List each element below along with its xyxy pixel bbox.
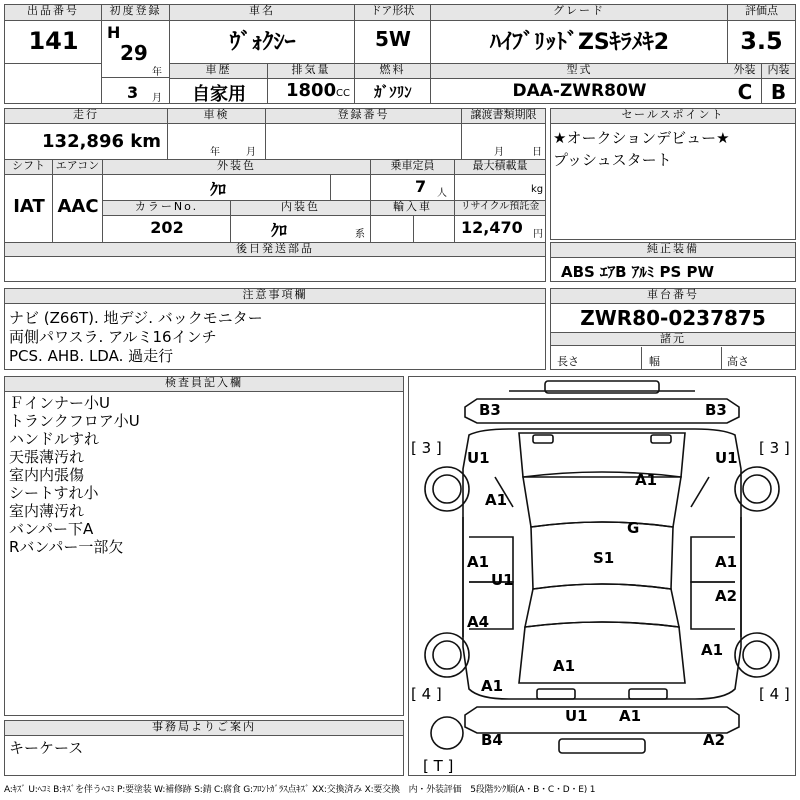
- capacity-label: 乗車定員: [371, 160, 454, 175]
- chassis-label: 車台番号: [551, 289, 795, 304]
- inspector-line-2: トランクフロア小U: [9, 412, 140, 430]
- sales-point-box: [550, 108, 796, 240]
- sales-point-line-2: プッシュスタート: [553, 151, 672, 169]
- lot-no: 141: [28, 27, 79, 55]
- ac: AAC: [57, 196, 99, 217]
- car-diagram: [408, 376, 796, 776]
- reg-no-label: 登録番号: [266, 109, 461, 124]
- office-value: キーケース: [9, 739, 84, 757]
- mark-pillar-left-u1: U1: [491, 571, 514, 589]
- grade-label: グレード: [431, 5, 727, 21]
- transfer-month-unit: 月: [494, 147, 504, 158]
- mark-hood-a1: A1: [635, 471, 658, 489]
- int-color-label: 内装色: [231, 201, 370, 216]
- score-cell: [728, 5, 795, 103]
- door-label: ドア形状: [355, 5, 430, 21]
- inspector-line-6: シートすれ小: [9, 484, 99, 502]
- interior-label: 内装: [762, 64, 795, 79]
- mark-rear-bumper-left: B4: [481, 731, 503, 749]
- mileage-label: 走行: [5, 109, 167, 124]
- caution-line-2: 両側パワスラ. アルミ16インチ: [9, 328, 217, 346]
- height-label: 高さ: [727, 355, 749, 368]
- inspector-line-5: 室内内張傷: [9, 466, 85, 484]
- shift: IAT: [13, 196, 45, 217]
- color-no-label: カラーNo.: [103, 201, 230, 216]
- mark-front-tire-left: [ 3 ]: [411, 439, 442, 457]
- header-row2: [170, 63, 728, 103]
- mark-rear-fender-left: A1: [481, 677, 504, 695]
- inspector-box: [4, 376, 404, 716]
- mark-front-fender-left: U1: [467, 449, 490, 467]
- door-cell: [355, 5, 431, 63]
- exterior-score: C: [737, 80, 753, 104]
- car-name-label: 車名: [170, 5, 354, 21]
- score: 3.5: [740, 27, 783, 55]
- interior-score: B: [770, 80, 787, 104]
- caution-line-1: ナビ (Z66T). 地デジ. バックモニター: [9, 309, 263, 327]
- displacement-unit: CC: [336, 88, 350, 99]
- history-label: 車歴: [170, 64, 267, 79]
- inspector-line-1: Ｆインナー小U: [9, 394, 110, 412]
- inspector-line-3: ハンドルすれ: [9, 430, 100, 448]
- recycle-unit: 円: [533, 229, 543, 240]
- transfer-label: 譲渡書類期限: [462, 109, 545, 124]
- inspection-month-unit: 月: [246, 147, 256, 158]
- capacity-unit: 人: [437, 188, 447, 199]
- score-label: 評価点: [728, 5, 795, 21]
- car-name-cell: [170, 5, 355, 63]
- month-unit: 月: [152, 93, 162, 104]
- fuel: ｶﾞｿﾘﾝ: [374, 83, 412, 101]
- capacity: 7: [415, 177, 427, 196]
- grade-cell: [431, 5, 728, 63]
- mark-spare-tire: [ T ]: [423, 757, 454, 775]
- color-no: 202: [150, 218, 184, 237]
- caution-line-3: PCS. AHB. LDA. 過走行: [9, 347, 174, 365]
- shift-label: シフト: [5, 160, 52, 175]
- mark-front-fender-right: U1: [715, 449, 738, 467]
- max-load-label: 最大積載量: [455, 160, 545, 175]
- mark-front-bumper-right: B3: [705, 401, 727, 419]
- sales-point-line-1: ★オークションデビュー★: [553, 129, 730, 147]
- max-load-unit: kg: [531, 184, 544, 195]
- fuel-label: 燃料: [355, 64, 430, 79]
- transfer-day-unit: 日: [532, 147, 542, 158]
- mark-rear-door-left: A4: [467, 613, 490, 631]
- caution-box: [4, 288, 546, 370]
- ext-color: ｸﾛ: [209, 180, 226, 199]
- mark-roof-s1: S1: [593, 549, 615, 567]
- mark-rear-door-right: A2: [715, 587, 738, 605]
- inspector-line-7: 室内薄汚れ: [9, 502, 85, 520]
- history: 自家用: [192, 84, 246, 105]
- inspector-line-4: 天張薄汚れ: [9, 448, 85, 466]
- mark-rear-bumper-right: A2: [703, 731, 726, 749]
- equipment-box: [550, 242, 796, 282]
- import-label: 輸入車: [371, 201, 454, 216]
- mileage: 132,896 km: [42, 131, 161, 152]
- chassis-number: ZWR80-0237875: [580, 306, 766, 330]
- year-unit: 年: [152, 67, 162, 78]
- mark-rear-tire-right: [ 4 ]: [759, 685, 790, 703]
- office-box: [4, 720, 404, 776]
- equipment-label: 純正装備: [551, 243, 795, 258]
- mark-fender-left-a1: A1: [485, 491, 508, 509]
- mark-rear-fender-right: A1: [701, 641, 724, 659]
- int-color-unit: 系: [355, 229, 365, 240]
- door: 5W: [375, 27, 411, 51]
- equipment-value: ABS ｴｱB ｱﾙﾐ PS PW: [561, 263, 715, 281]
- sales-point-label: セールスポイント: [551, 109, 795, 124]
- first-reg-label: 初度登録: [102, 5, 169, 21]
- specs-label: 諸元: [551, 332, 795, 346]
- ac-label: エアコン: [53, 160, 102, 175]
- later-parts-label: 後日発送部品: [5, 243, 545, 257]
- mark-rear-tire-left: [ 4 ]: [411, 685, 442, 703]
- model-label: 型式: [431, 64, 728, 79]
- displacement-label: 排気量: [268, 64, 354, 79]
- mark-hatch-a1: A1: [553, 657, 576, 675]
- mark-front-tire-right: [ 3 ]: [759, 439, 790, 457]
- chassis-box: [550, 288, 796, 370]
- era: H: [107, 23, 121, 42]
- mark-rear-a1: A1: [619, 707, 642, 725]
- exterior-label: 外装: [728, 64, 762, 79]
- details-block: [4, 108, 546, 282]
- inspector-label: 検査員記入欄: [5, 377, 403, 392]
- mark-rear-u1: U1: [565, 707, 588, 725]
- lot-no-cell: [5, 5, 102, 103]
- grade: ﾊｲﾌﾞﾘｯﾄﾞZSｷﾗﾒｷ2: [489, 30, 670, 55]
- inspection-label: 車検: [168, 109, 265, 124]
- mark-windshield-g: G: [627, 519, 640, 537]
- length-label: 長さ: [557, 355, 579, 368]
- mark-front-door-left: A1: [467, 553, 490, 571]
- office-label: 事務局よりご案内: [5, 721, 403, 736]
- model: DAA-ZWR80W: [512, 81, 647, 101]
- recycle: 12,470: [461, 218, 523, 237]
- width-label: 幅: [649, 355, 660, 368]
- recycle-label: リサイクル預託金: [455, 201, 545, 216]
- displacement: 1800: [286, 80, 337, 101]
- car-outline: [409, 377, 795, 775]
- legend: A:ｷｽﾞ U:ﾍｺﾐ B:ｷｽﾞを伴うﾍｺﾐ P:要塗装 W:補修跡 S:錆 C:腐食 G:ﾌﾛﾝﾄｶﾞﾗｽ点ｷｽﾞ XX:交換済み X:要交換 内・外装評価 5段階ﾗﾝｸ順(A・B・C・D・E) 1: [4, 785, 596, 795]
- inspection-year-unit: 年: [210, 147, 220, 158]
- inspector-line-9: Rバンパー一部欠: [9, 538, 124, 556]
- inspector-line-8: バンパー下A: [9, 520, 94, 538]
- car-name: ｳﾞｫｸｼｰ: [229, 30, 296, 55]
- reg-year: 29: [120, 41, 148, 65]
- mark-front-door-right: A1: [715, 553, 738, 571]
- first-reg-cell: [102, 5, 170, 103]
- mark-front-bumper-left: B3: [479, 401, 501, 419]
- int-color: ｸﾛ: [271, 221, 288, 240]
- caution-label: 注意事項欄: [5, 289, 545, 304]
- reg-month: 3: [127, 83, 139, 102]
- ext-color-label: 外装色: [103, 160, 370, 175]
- lot-no-label: 出品番号: [5, 5, 101, 21]
- header-block: [4, 4, 796, 104]
